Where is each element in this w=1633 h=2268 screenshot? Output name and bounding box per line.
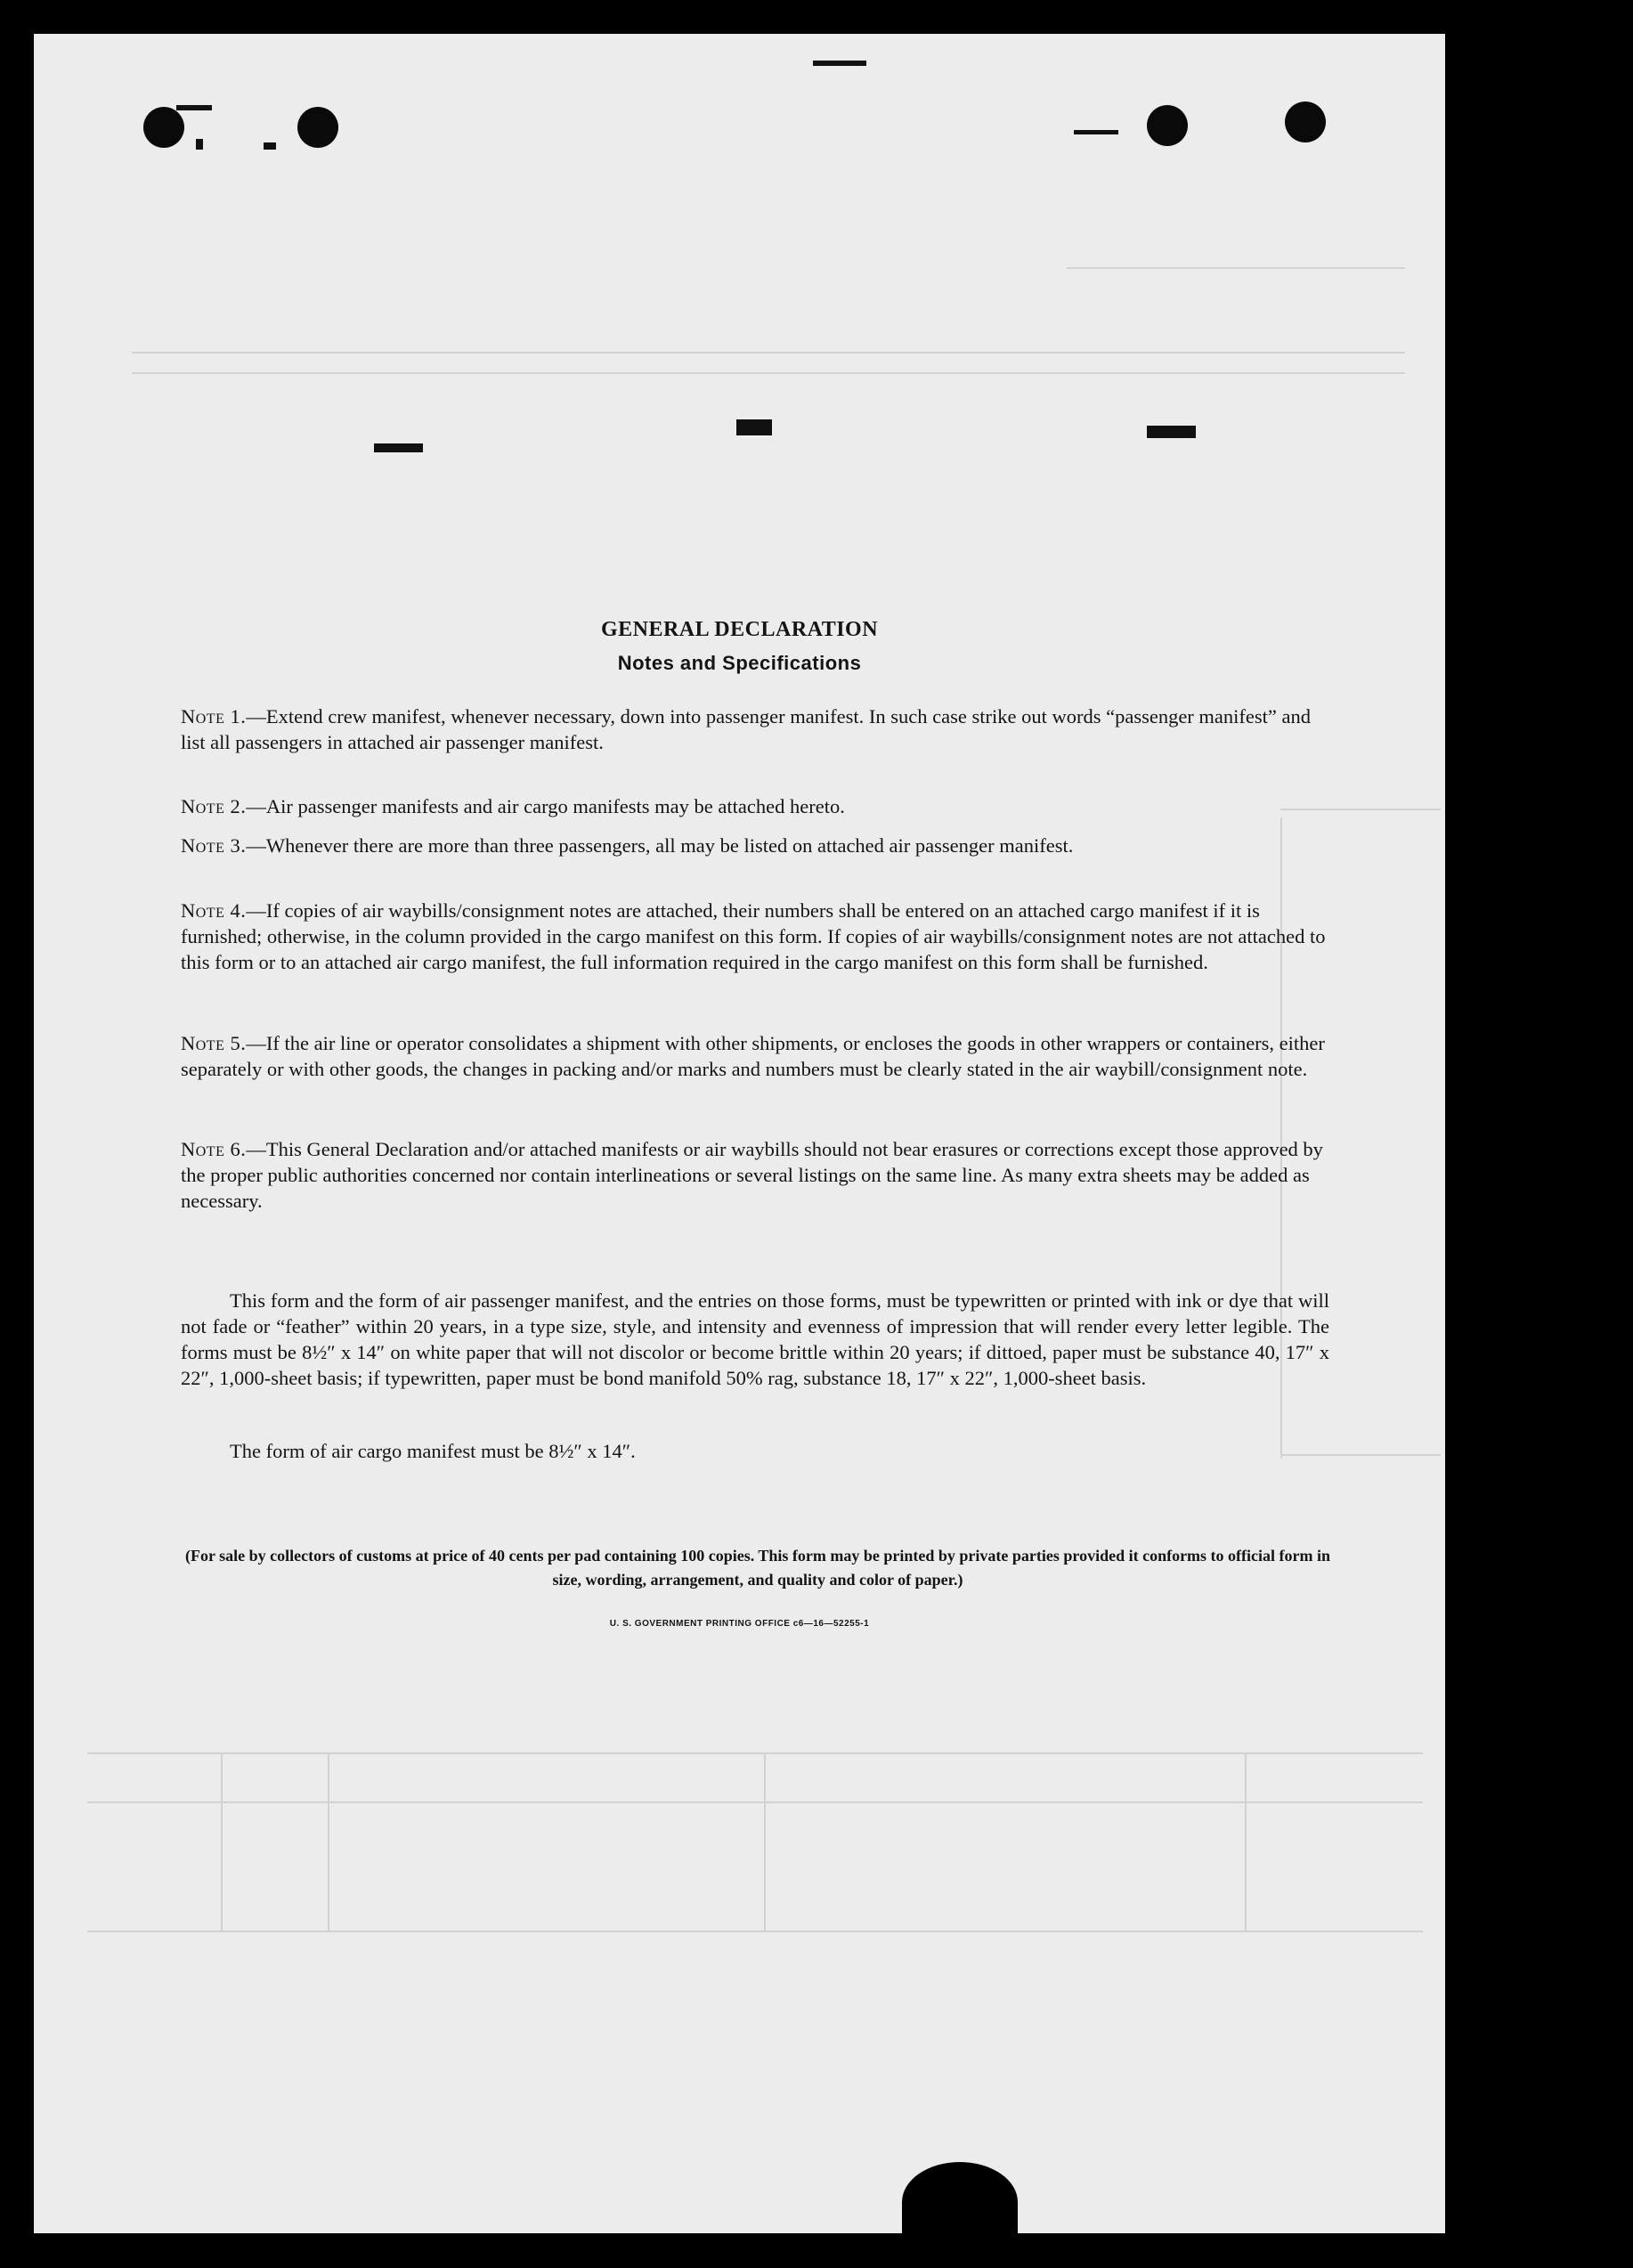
bleed-through (764, 1752, 766, 1931)
bleed-through (328, 1752, 329, 1931)
ink-speck (374, 443, 423, 452)
bleed-through (1245, 1752, 1247, 1931)
bleed-through (221, 1752, 223, 1931)
form-specification-paragraph: This form and the form of air passenger manifest, and the entries on those forms, must be typewritten or printed with ink or dye that will not fade or “feather” within 20 years, in a type size, style, and intensity and evenness of impression that will render every letter legible. The forms must be 8½″ x 14″ on white paper that will not discolor or become brittle within 20 years; if dittoed, paper must be substance 40, 17″ x 22″, 1,000-sheet basis; if typewritten, paper must be bond manifold 50% rag, substance 18, 17″ x 22″, 1,000-sheet basis. (181, 1289, 1329, 1389)
note-label: Note 6. (181, 1138, 247, 1160)
ink-speck (196, 139, 203, 150)
punch-hole (1285, 102, 1326, 142)
note-item (181, 793, 1328, 819)
note-item (181, 833, 1328, 858)
bleed-through (87, 1801, 1423, 1803)
note-label: Note 4. (181, 899, 247, 922)
bleed-through (132, 352, 1405, 354)
cargo-form-paragraph: The form of air cargo manifest must be 8½″ x 14″. (230, 1440, 636, 1462)
bleed-through (87, 1752, 1423, 1754)
note-label: Note 1. (181, 705, 247, 728)
paper-tear (902, 2162, 1018, 2233)
note-text: —If the air line or operator consolidates a shipment with other shipments, or encloses the goods in other wrappers or containers, either separately or with other goods, the changes in packing and/or marks and numbers must be clearly stated in the air waybill/consignment note. (181, 1032, 1325, 1080)
document-subtitle: Notes and Specifications (617, 652, 862, 674)
punch-hole (297, 107, 338, 148)
ink-speck (813, 61, 866, 66)
punch-hole (1147, 105, 1188, 146)
bleed-through (132, 372, 1405, 374)
sale-notice: (For sale by collectors of customs at price of 40 cents per pad containing 100 copies. This form may be printed by private parties provided it conforms to official form in size, wording, arrangement, and quality and color of paper.) (184, 1547, 1331, 1589)
note-text: —Whenever there are more than three passengers, all may be listed on attached air passenger manifest. (246, 834, 1074, 857)
note-text: —Extend crew manifest, whenever necessary, down into passenger manifest. In such case strike out words “passenger manifest” and list all passengers in attached air passenger manifest. (181, 705, 1312, 753)
ink-speck (1074, 130, 1118, 134)
ink-speck (264, 142, 276, 150)
bleed-through (87, 1931, 1423, 1932)
note-label: Note 2. (181, 795, 247, 817)
note-label: Note 3. (181, 834, 247, 857)
ink-speck (1147, 426, 1196, 438)
ink-speck (736, 419, 772, 435)
punch-hole (143, 107, 184, 148)
printer-line: U. S. GOVERNMENT PRINTING OFFICE c6—16—52255-1 (609, 1619, 870, 1629)
note-text: —Air passenger manifests and air cargo manifests may be attached hereto. (246, 795, 845, 817)
note-item (181, 1030, 1328, 1082)
note-text: —This General Declaration and/or attached manifests or air waybills should not bear erasures or corrections except those approved by the proper public authorities concerned nor contain interlineations or several listings on the same line. As many extra sheets may be added as necessary. (181, 1138, 1323, 1212)
ink-speck (176, 105, 212, 110)
note-label: Note 5. (181, 1032, 247, 1054)
note-item (181, 703, 1328, 755)
bleed-through (1067, 267, 1405, 269)
note-text: —If copies of air waybills/consignment notes are attached, their numbers shall be entered on an attached cargo manifest if it is furnished; otherwise, in the column provided in the cargo manifest on this form. If copies of air waybills/consignment notes are not attached to this form or to an attached air cargo manifest, the full information required in the cargo manifest on this form shall be furnished. (181, 899, 1326, 973)
note-item (181, 1136, 1328, 1214)
document-title: GENERAL DECLARATION (600, 618, 879, 641)
document-sheet (34, 34, 1445, 2233)
note-item (181, 898, 1328, 975)
